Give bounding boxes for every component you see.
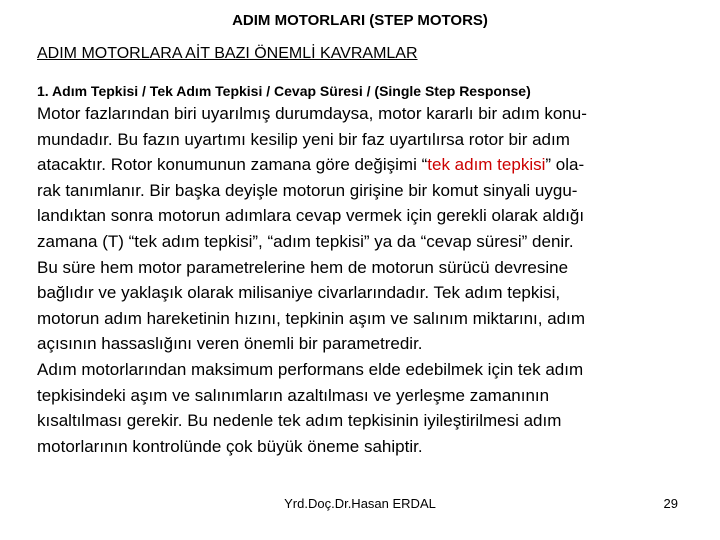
body-line: mundadır. Bu fazın uyartımı kesilip yeni bir faz uyartılırsa rotor bir adım xyxy=(37,129,570,149)
slide-title: ADIM MOTORLARI (STEP MOTORS) xyxy=(232,12,488,29)
body-line: landıktan sonra motorun adımlara cevap vermek için gerekli olarak aldığı xyxy=(37,206,585,226)
body-line: açısının hassaslığını veren önemli bir parametredir. xyxy=(37,334,423,354)
body-line: Adım motorlarından maksimum performans elde edebilmek için tek adım xyxy=(37,359,584,379)
body-line: zamana (T) “tek adım tepkisi”, “adım tepkisi” ya da “cevap süresi” denir. xyxy=(37,231,574,251)
body-line: tepkisindeki aşım ve salınımların azaltılması ve yerleşme zamanının xyxy=(37,385,550,405)
body-line: motorun adım hareketinin hızını, tepkinin aşım ve salınım miktarını, adım xyxy=(37,308,586,328)
body-line: bağlıdır ve yaklaşık olarak milisaniye civarlarındadır. Tek adım tepkisi, xyxy=(37,283,561,303)
body-line xyxy=(37,152,687,178)
body-line: Motor fazlarından biri uyarılmış durumdaysa, motor kararlı bir adım konu- xyxy=(37,104,587,123)
body-line-segment: atacaktır. Rotor konumunun zamana göre değişimi “ xyxy=(37,155,428,175)
body-line: kısaltılması gerekir. Bu nedenle tek adım tepkisinin iyileştirilmesi adım xyxy=(37,411,562,431)
page-number: 29 xyxy=(663,496,678,511)
slide-subtitle: ADIM MOTORLARA AİT BAZI ÖNEMLİ KAVRAMLAR xyxy=(37,45,418,62)
highlighted-term: tek adım tepkisi xyxy=(427,155,546,175)
footer-author: Yrd.Doç.Dr.Hasan ERDAL xyxy=(284,496,436,511)
section-heading: 1. Adım Tepkisi / Tek Adım Tepkisi / Cevap Süresi / (Single Step Response) xyxy=(37,83,531,99)
body-paragraph xyxy=(37,101,687,459)
body-line-segment: ” ola- xyxy=(545,155,585,175)
body-line: rak tanımlanır. Bir başka deyişle motorun girişine bir komut sinyali uygu- xyxy=(37,180,578,200)
body-line: motorlarının kontrolünde çok büyük öneme sahiptir. xyxy=(37,436,423,456)
body-line: Bu süre hem motor parametrelerine hem de motorun sürücü devresine xyxy=(37,257,569,277)
